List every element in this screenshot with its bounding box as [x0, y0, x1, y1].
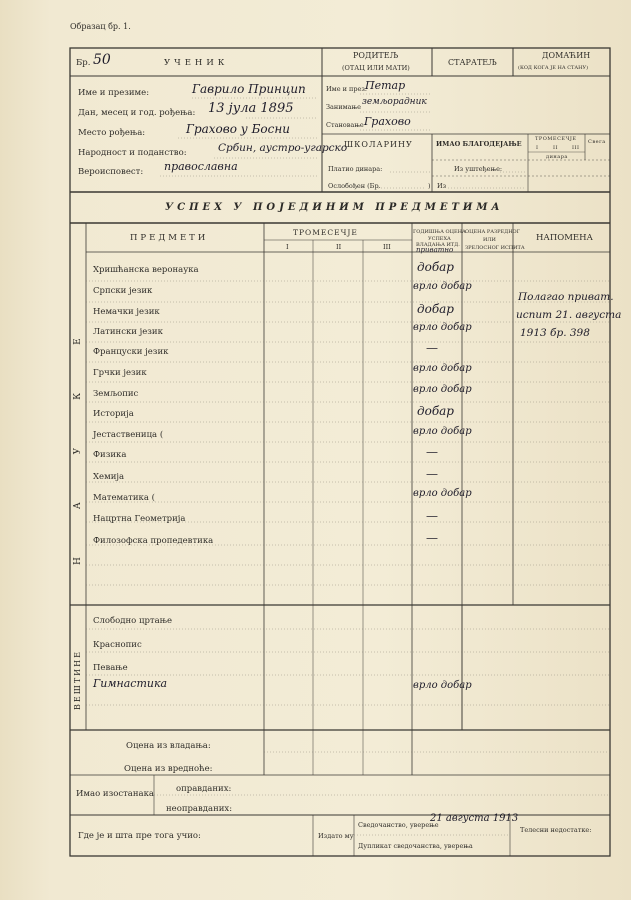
- number-label: Бр.: [76, 58, 91, 68]
- quarter-col-3: III: [572, 145, 580, 151]
- subject-name: Српски језик: [93, 286, 153, 296]
- certificate-label: Сведочанство, уверење: [358, 821, 439, 829]
- exam-header-2: ИЛИ: [483, 237, 496, 243]
- quarter-i: I: [286, 243, 289, 251]
- host-subheader: (КОД КОГА ЈЕ НА СТАНУ): [518, 65, 589, 71]
- student-name-label: Име и презиме:: [78, 88, 150, 98]
- subject-grade: —: [426, 341, 438, 355]
- tuition-paid-label: Платио динара:: [328, 165, 383, 173]
- parent-occupation-value: земљорадник: [362, 97, 427, 107]
- conduct-label: Оцена из владања:: [126, 741, 211, 751]
- parent-occupation-label: Занимање: [326, 103, 361, 111]
- subject-grade: —: [426, 467, 438, 481]
- subject-grade: добар: [417, 302, 454, 316]
- quarter-header: ТРОМЕСЕЧЈЕ: [293, 228, 358, 237]
- certificate-date: 21 августа 1913: [430, 813, 519, 824]
- subject-grade: добар: [417, 260, 454, 274]
- subject-grade: —: [426, 445, 438, 459]
- subject-grade: —: [426, 509, 438, 523]
- exam-header-3: ЗРЕЛОСНОГ ИСПИТА: [465, 245, 525, 251]
- section-title: УСПЕХ У ПОЈЕДИНИМ ПРЕДМЕТИМА: [165, 202, 504, 213]
- birth-date-value: 13 јула 1895: [208, 101, 294, 116]
- subjects-header: ПРЕДМЕТИ: [130, 233, 209, 243]
- subject-name: Хемија: [93, 472, 125, 482]
- subject-name: Нацртна Геометрија: [93, 514, 186, 524]
- note-line-1: Полагао приват.: [518, 291, 614, 303]
- benefaction-from-which: Из уштеђење:: [454, 165, 503, 173]
- tuition-header: ШКОЛАРИНУ: [344, 140, 413, 149]
- note-line-2: испит 21. августа: [516, 309, 622, 321]
- skill-name: Певање: [93, 663, 128, 673]
- nauke-side-label: НАУКЕ: [73, 290, 83, 565]
- form-label: Образац бр. 1.: [70, 22, 131, 31]
- skill-name: Гимнастика: [93, 677, 168, 690]
- parent-residence-value: Грахово: [364, 115, 411, 128]
- subject-grade: врло добар: [413, 426, 472, 437]
- tuition-exempt-label: Ослобођен (Бр.: [328, 182, 381, 190]
- skill-name: Слободно цртање: [93, 616, 172, 626]
- student-name-value: Гаврило Принцип: [192, 82, 306, 96]
- benefaction-header: ИМАО БЛАГОДЕЈАЊЕ: [436, 140, 522, 148]
- subject-name: Физика: [93, 450, 127, 460]
- nationality-label: Народност и поданство:: [78, 148, 187, 158]
- birth-date-label: Дан, месец и год. рођења:: [78, 108, 196, 118]
- host-header: ДОМАЋИН: [542, 51, 591, 60]
- birthplace-label: Место рођења:: [78, 128, 146, 138]
- dinara-label: динара: [546, 154, 568, 160]
- note-line-3: 1913 бр. 398: [520, 327, 590, 339]
- vestine-side-label: ВЕШТИНЕ: [73, 650, 82, 710]
- subject-name: Француски језик: [93, 347, 169, 357]
- absence-label: Имао изостанака: [76, 789, 154, 799]
- duplicate-label: Дупликат сведочанства, уверења: [358, 842, 473, 850]
- subject-name: Грчки језик: [93, 368, 147, 378]
- subject-grade: врло добар: [413, 322, 472, 333]
- total-label: Свега: [588, 139, 606, 145]
- parent-header: РОДИТЕЉ: [353, 51, 399, 60]
- subject-grade: добар: [417, 404, 454, 418]
- subject-grade: врло добар: [413, 363, 472, 374]
- religion-label: Вероисповест:: [78, 167, 144, 177]
- previous-school-label: Где је и шта пре тога учио:: [78, 831, 201, 841]
- subject-name: Немачки језик: [93, 307, 160, 317]
- parent-name-label: Име и през.: [326, 85, 367, 93]
- subject-grade: врло добар: [413, 488, 472, 499]
- religion-value: православна: [164, 160, 238, 173]
- subject-name: Филозофска пропедевтика: [93, 536, 214, 546]
- annual-private-note: приватно: [416, 246, 454, 254]
- skill-grade: врло добар: [413, 680, 472, 691]
- benefaction-from: Из: [437, 182, 447, 190]
- annual-header-3: ВЛАДАЊА ИТД.: [416, 242, 460, 248]
- tuition-exempt-close: ): [428, 182, 431, 190]
- quarter-header-small: ТРОМЕСЕЧЈЕ: [535, 136, 577, 142]
- subject-name: Земљопис: [93, 389, 139, 399]
- unjustified-label: неоправданих:: [166, 804, 233, 814]
- physical-defects-label: Телесни недостатке:: [520, 826, 592, 834]
- subject-name: Историја: [93, 409, 134, 419]
- issued-label: Издато му: [318, 832, 354, 840]
- number-value: 50: [93, 52, 111, 68]
- subject-name: Хришћанска веронаука: [93, 265, 199, 275]
- subject-grade: врло добар: [413, 384, 472, 395]
- nationality-value: Србин, аустро-угарско: [218, 142, 348, 154]
- quarter-col-1: I: [536, 145, 539, 151]
- subject-name: Математика (: [93, 493, 155, 503]
- quarter-iii: III: [383, 243, 391, 251]
- subject-grade: —: [426, 531, 438, 545]
- subject-name: Латински језик: [93, 327, 163, 337]
- student-header: УЧЕНИК: [164, 58, 229, 68]
- parent-residence-label: Становање: [326, 121, 364, 129]
- justified-label: оправданих:: [176, 784, 232, 794]
- note-header: НАПОМЕНА: [536, 233, 593, 243]
- diligence-label: Оцена из вредноће:: [124, 764, 213, 774]
- subject-grade: врло добар: [413, 281, 472, 292]
- quarter-col-2: II: [553, 145, 558, 151]
- annual-header-1: ГОДИШЊА ОЦЕНА: [413, 229, 466, 235]
- annual-header-2: УСПЕХА: [428, 236, 451, 242]
- guardian-header: СТАРАТЕЉ: [448, 58, 497, 67]
- exam-header-1: ОЦЕНА РАЗРЕДНОГ: [465, 229, 520, 235]
- quarter-ii: II: [336, 243, 342, 251]
- skill-name: Краснопис: [93, 640, 142, 650]
- subject-name: Јестаственица (: [93, 430, 164, 440]
- parent-subheader: (ОТАЦ ИЛИ МАТИ): [342, 64, 410, 72]
- parent-name-value: Петар: [365, 79, 406, 92]
- birthplace-value: Грахово у Босни: [186, 122, 290, 136]
